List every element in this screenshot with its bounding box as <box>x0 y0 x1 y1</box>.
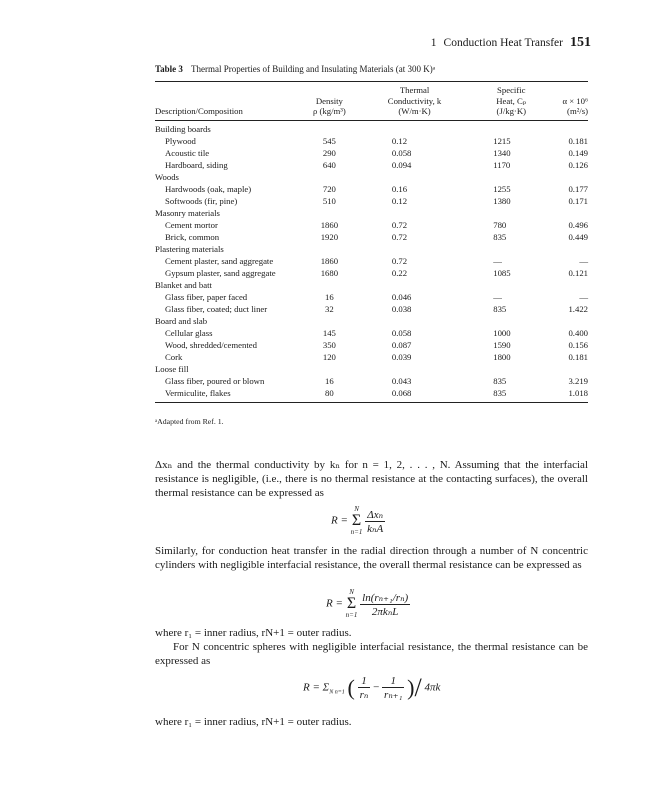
density-cell: 80 <box>305 387 354 403</box>
conductivity-cell: 0.12 <box>391 135 408 146</box>
diffusivity-cell: 0.149 <box>568 147 588 158</box>
chapter-title: Conduction Heat Transfer <box>443 37 563 49</box>
density-cell: 510 <box>322 195 336 206</box>
table-category-row <box>155 207 588 219</box>
diffusivity-cell: 0.177 <box>568 183 588 194</box>
specific-heat-cell: 1340 <box>493 147 511 158</box>
density-cell: 720 <box>322 183 336 194</box>
diffusivity-cell: 0.496 <box>568 219 588 230</box>
equation-3: $R = \Sigma_{N n=1}$ ( $\frac{1}{\text{rₙ}}$ − $\frac{1}{\text{rₙ₊₁}}$ )/ 4πk <box>303 673 441 702</box>
material-name: Gypsum plaster, sand aggregate <box>165 267 276 278</box>
material-name: Hardwoods (oak, maple) <box>165 183 252 194</box>
col-header-conductivity: Thermal Conductivity, k (W/m·K) <box>354 82 475 121</box>
conductivity-cell: 0.039 <box>391 351 412 362</box>
conductivity-cell: 0.12 <box>391 195 408 206</box>
diffusivity-cell: 0.449 <box>568 231 588 242</box>
density-cell: 290 <box>322 147 336 158</box>
table-category-row <box>155 315 588 327</box>
conductivity-cell: 0.038 <box>391 303 412 314</box>
table-header-row <box>155 82 588 121</box>
table-category-row <box>155 279 588 291</box>
table-title: Thermal Properties of Building and Insulating Materials (at 300 K)ᵃ <box>191 64 436 74</box>
diffusivity-cell: 0.121 <box>568 267 588 278</box>
diffusivity-cell: 0.400 <box>568 327 588 338</box>
table-footnote: ᵃAdapted from Ref. 1. <box>155 417 224 426</box>
table-category-row <box>155 243 588 255</box>
specific-heat-cell: 1085 <box>493 267 511 278</box>
paragraph-3: where r₁ = inner radius, rN+1 = outer radius. <box>155 627 352 639</box>
table-row <box>155 291 588 303</box>
paragraph-4: For N concentric spheres with negligible interfacial resistance, the thermal resistance can be expressed as <box>155 641 588 667</box>
conductivity-cell: 0.058 <box>391 327 412 338</box>
material-name: Wood, shredded/cemented <box>165 339 257 350</box>
fraction: $\frac{\text{Δxₙ}}{\text{kₙA}}$ <box>367 508 384 535</box>
col-header-density: Density ρ (kg/m³) <box>305 82 354 121</box>
specific-heat-cell: 835 <box>493 303 507 314</box>
density-cell: 120 <box>322 351 336 362</box>
category-label: Board and slab <box>155 315 208 326</box>
fraction: $\frac{1}{\text{rₙ₊₁}}$ <box>384 675 403 701</box>
table-row <box>155 219 588 231</box>
density-cell: 1860 <box>320 255 339 266</box>
table-row <box>155 375 588 387</box>
table-row <box>155 351 588 363</box>
density-cell: 32 <box>325 303 334 314</box>
material-name: Glass fiber, paper faced <box>165 291 248 302</box>
conductivity-cell: 0.043 <box>391 375 412 386</box>
category-label: Plastering materials <box>155 243 224 254</box>
material-name: Vermiculite, flakes <box>155 387 305 403</box>
specific-heat-cell: 1800 <box>493 351 511 362</box>
conductivity-cell: 0.16 <box>391 183 408 194</box>
table-body <box>155 120 588 402</box>
table-row <box>155 135 588 147</box>
equation-2: R = N Σ n=1 $\frac{\text{ln(rₙ₊₁/rₙ)}}{\text{2πkₙL}}$ <box>326 588 409 619</box>
specific-heat-cell: 835 <box>475 387 547 403</box>
table-caption <box>155 64 435 74</box>
material-name: Hardboard, siding <box>165 159 228 170</box>
specific-heat-cell: 1590 <box>493 339 511 350</box>
table-row <box>155 387 588 403</box>
density-cell: 145 <box>322 327 336 338</box>
specific-heat-cell: 835 <box>493 231 507 242</box>
diffusivity-cell: 0.181 <box>568 135 588 146</box>
diffusivity-cell: 0.156 <box>568 339 588 350</box>
equation-1: R = N Σ n=1 $\frac{\text{Δxₙ}}{\text{kₙA}}$ <box>331 505 384 536</box>
material-name: Cellular glass <box>165 327 213 338</box>
diffusivity-cell: 0.181 <box>568 351 588 362</box>
category-label: Building boards <box>155 123 211 134</box>
specific-heat-cell: 835 <box>493 375 507 386</box>
paragraph-2: Similarly, for conduction heat transfer in the radial direction through a number of N concentric cylinders with negligible interfacial resistance, the overall thermal resistance can be expressed as <box>155 545 588 571</box>
col-header-diffusivity: α × 10⁶ (m²/s) <box>547 82 588 121</box>
category-label: Blanket and batt <box>155 279 212 290</box>
conductivity-cell: 0.087 <box>391 339 412 350</box>
paragraph-1: Δxₙ and the thermal conductivity by kₙ for n = 1, 2, . . . , N. Assuming that the interfacial resistance is negligible, (i.e., there is no thermal resistance at the contacting surfaces), the overall thermal resistance can be expressed as <box>155 459 588 499</box>
diffusivity-cell: 3.219 <box>568 375 588 386</box>
diffusivity-cell: 0.126 <box>568 159 588 170</box>
table-category-row <box>155 171 588 183</box>
conductivity-cell: 0.058 <box>391 147 412 158</box>
specific-heat-cell: — <box>493 291 502 302</box>
category-label: Woods <box>155 171 179 182</box>
material-name: Softwoods (fir, pine) <box>165 195 238 206</box>
specific-heat-cell: 1215 <box>493 135 511 146</box>
material-name: Cement plaster, sand aggregate <box>165 255 274 266</box>
conductivity-cell: 0.72 <box>391 255 408 266</box>
specific-heat-cell: 1255 <box>493 183 511 194</box>
fraction: $\frac{\text{ln(rₙ₊₁/rₙ)}}{\text{2πkₙL}}$ <box>362 591 409 618</box>
category-label: Loose fill <box>155 363 189 374</box>
page-number: 151 <box>570 35 591 50</box>
summation-symbol: N Σ n=1 <box>345 588 358 619</box>
density-cell: 1920 <box>320 231 339 242</box>
running-head <box>431 35 591 51</box>
specific-heat-cell: 1170 <box>493 159 511 170</box>
material-name: Cork <box>165 351 183 362</box>
material-name: Acoustic tile <box>165 147 210 158</box>
summation-symbol: N Σ n=1 <box>350 505 363 536</box>
diffusivity-cell: 0.171 <box>568 195 588 206</box>
density-cell: 545 <box>322 135 336 146</box>
col-header-specific-heat: Specific Heat, Cₚ (J/kg·K) <box>475 82 547 121</box>
material-name: Cement mortor <box>165 219 218 230</box>
specific-heat-cell: 1380 <box>493 195 511 206</box>
table-label: Table 3 <box>155 64 183 74</box>
conductivity-cell: 0.72 <box>391 231 408 242</box>
table-row <box>155 255 588 267</box>
specific-heat-cell: 780 <box>493 219 507 230</box>
conductivity-cell: 0.068 <box>354 387 475 403</box>
conductivity-cell: 0.094 <box>391 159 412 170</box>
diffusivity-cell: — <box>579 255 588 266</box>
material-name: Glass fiber, poured or blown <box>165 375 265 386</box>
table-row <box>155 147 588 159</box>
diffusivity-cell: — <box>579 291 588 302</box>
material-name: Glass fiber, coated; duct liner <box>165 303 268 314</box>
col-header-description: Description/Composition <box>155 82 305 121</box>
properties-table <box>155 81 588 403</box>
table-row <box>155 303 588 315</box>
material-name: Plywood <box>165 135 196 146</box>
specific-heat-cell: — <box>493 255 502 266</box>
density-cell: 1680 <box>320 267 339 278</box>
fraction: $\frac{1}{\text{rₙ}}$ <box>359 675 369 701</box>
material-name: Brick, common <box>165 231 220 242</box>
density-cell: 16 <box>325 375 334 386</box>
table-row <box>155 327 588 339</box>
table-row <box>155 267 588 279</box>
table-row <box>155 231 588 243</box>
table-row <box>155 159 588 171</box>
conductivity-cell: 0.046 <box>391 291 412 302</box>
specific-heat-cell: 1000 <box>493 327 511 338</box>
table-row <box>155 339 588 351</box>
chapter-number: 1 <box>430 37 437 49</box>
conductivity-cell: 0.22 <box>391 267 408 278</box>
density-cell: 1860 <box>320 219 339 230</box>
diffusivity-cell: 1.422 <box>568 303 588 314</box>
diffusivity-cell: 1.018 <box>547 387 588 403</box>
table-category-row <box>155 363 588 375</box>
paragraph-5: where r₁ = inner radius, rN+1 = outer radius. <box>155 716 352 728</box>
density-cell: 16 <box>325 291 334 302</box>
table-category-row <box>155 120 588 135</box>
conductivity-cell: 0.72 <box>391 219 408 230</box>
category-label: Masonry materials <box>155 207 220 218</box>
density-cell: 640 <box>322 159 336 170</box>
table-row <box>155 183 588 195</box>
density-cell: 350 <box>322 339 336 350</box>
table-row <box>155 195 588 207</box>
